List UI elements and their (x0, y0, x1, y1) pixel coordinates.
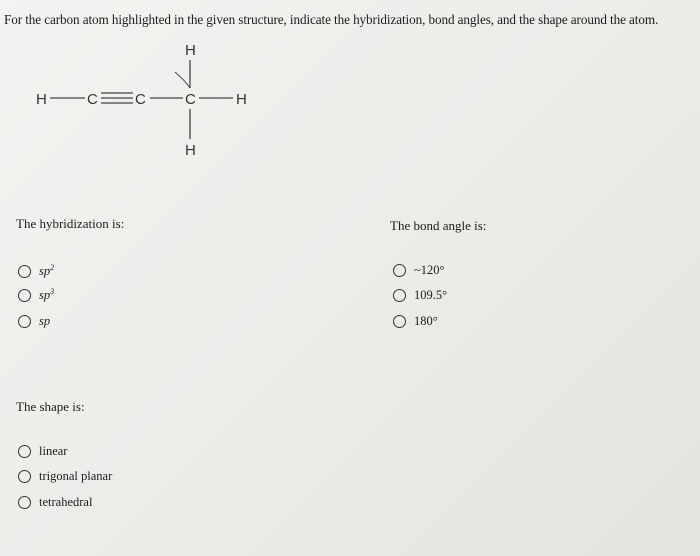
atom-c2: C (135, 91, 146, 108)
bond-angle-option-120[interactable] (393, 263, 445, 278)
radio-button[interactable] (393, 315, 406, 328)
radio-button[interactable] (393, 289, 406, 302)
radio-button[interactable] (18, 445, 31, 458)
option-label: trigonal planar (39, 469, 113, 483)
shape-option-tetrahedral[interactable] (18, 495, 92, 510)
shape-option-trigonal-planar[interactable] (18, 469, 112, 484)
option-label: ~120° (414, 263, 445, 277)
option-label: 109.5° (414, 288, 448, 302)
option-label: tetrahedral (39, 495, 93, 509)
chemical-structure (0, 0, 700, 180)
option-label: linear (39, 444, 68, 458)
atom-h-top: H (185, 42, 196, 59)
radio-button[interactable] (18, 470, 31, 483)
highlight-arc (175, 72, 190, 88)
hybridization-option-sp[interactable] (18, 314, 50, 329)
hybridization-option-sp2[interactable] (18, 263, 54, 279)
option-label: $sp^2$ (39, 263, 55, 279)
radio-button[interactable] (18, 289, 31, 302)
radio-button[interactable] (393, 264, 406, 277)
hybridization-label: The hybridization is: (16, 216, 125, 231)
atom-c1: C (87, 91, 98, 108)
radio-button[interactable] (18, 496, 31, 509)
hybridization-option-sp3[interactable] (18, 287, 54, 303)
option-label: $sp^3$ (39, 287, 55, 303)
shape-label: The shape is: (16, 399, 85, 414)
atom-c3-highlighted: C (185, 91, 196, 108)
option-label: sp (39, 314, 51, 328)
shape-option-linear[interactable] (18, 444, 67, 459)
radio-button[interactable] (18, 265, 31, 278)
option-label: 180° (414, 314, 438, 328)
bond-angle-label: The bond angle is: (390, 218, 487, 233)
bond-angle-option-109[interactable] (393, 288, 447, 303)
atom-h-left: H (36, 91, 47, 108)
bond-angle-option-180[interactable] (393, 314, 438, 329)
radio-button[interactable] (18, 315, 31, 328)
atom-h-bottom: H (185, 142, 196, 159)
question-text: For the carbon atom highlighted in the given structure, indicate the hybridization, bond angles, and the shape around the atom. (4, 12, 659, 27)
atom-h-right: H (236, 91, 247, 108)
